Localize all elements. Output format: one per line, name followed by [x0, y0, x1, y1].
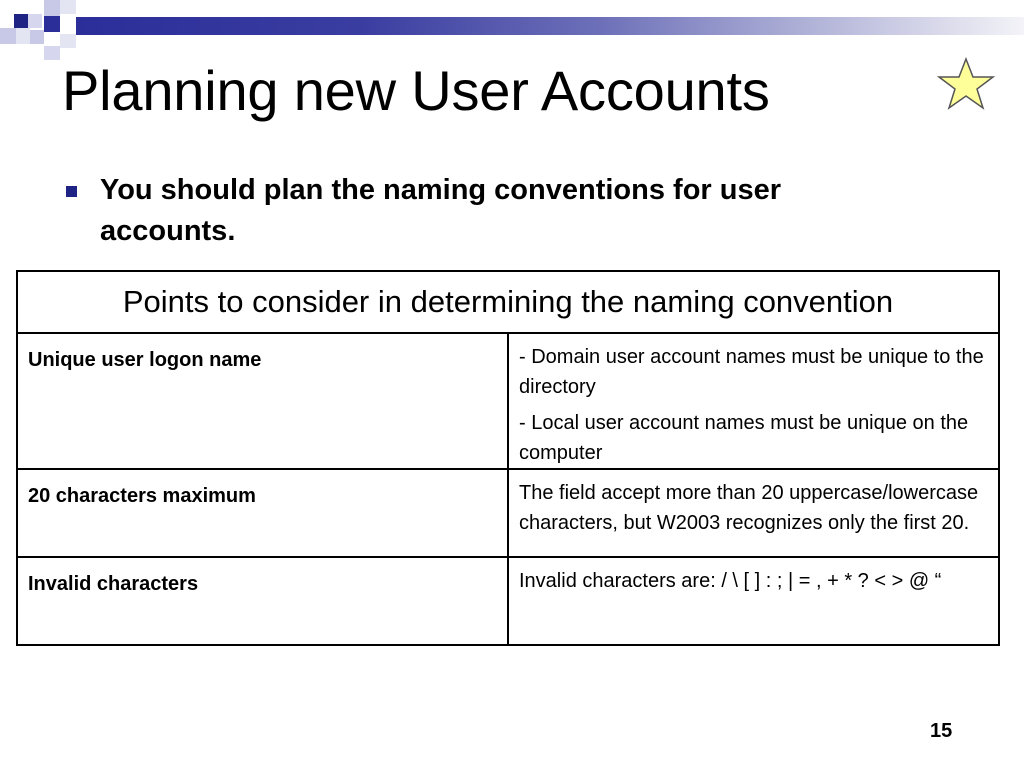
decorative-square-mid: [44, 0, 60, 16]
decorative-square-mid: [0, 28, 16, 44]
row-label: 20 characters maximum: [17, 469, 508, 557]
table-row: [17, 333, 999, 469]
decorative-square-light: [60, 0, 76, 14]
decorative-square-light: [44, 46, 60, 60]
row-label: Invalid characters: [17, 557, 508, 645]
bullet-text: You should plan the naming conventions for user accounts.: [100, 174, 782, 247]
star-icon: [936, 56, 996, 112]
value-line: The field accept more than 20 uppercase/lowercase characters, but W2003 recognizes only the first 20.: [519, 482, 979, 534]
page-number: 15: [930, 720, 953, 742]
decorative-square-light: [16, 28, 30, 44]
value-line: Invalid characters are: / \ [ ] : ; | = , + * ? < > @ “: [519, 570, 942, 592]
row-value: [508, 333, 999, 469]
table-header: Points to consider in determining the naming convention: [17, 271, 999, 333]
value-line: - Local user account names must be unique on the computer: [519, 412, 969, 464]
row-value: [508, 469, 999, 557]
slide-title: Planning new User Accounts: [62, 59, 770, 122]
bullet-square-icon: [66, 186, 77, 197]
decorative-square-light: [28, 14, 42, 28]
value-line: - Domain user account names must be unique to the directory: [519, 346, 984, 398]
table-row: [17, 469, 999, 557]
title-gradient-bar: [76, 17, 1024, 35]
decorative-square-dark: [14, 14, 28, 28]
row-label: Unique user logon name: [17, 333, 508, 469]
decorative-square-mid: [30, 30, 44, 44]
table-header-row: [17, 271, 999, 333]
row-value: [508, 557, 999, 645]
decorative-square-dark: [44, 16, 60, 32]
table-row: [17, 557, 999, 645]
naming-convention-table: [16, 270, 1000, 646]
decorative-square-light: [60, 34, 76, 48]
